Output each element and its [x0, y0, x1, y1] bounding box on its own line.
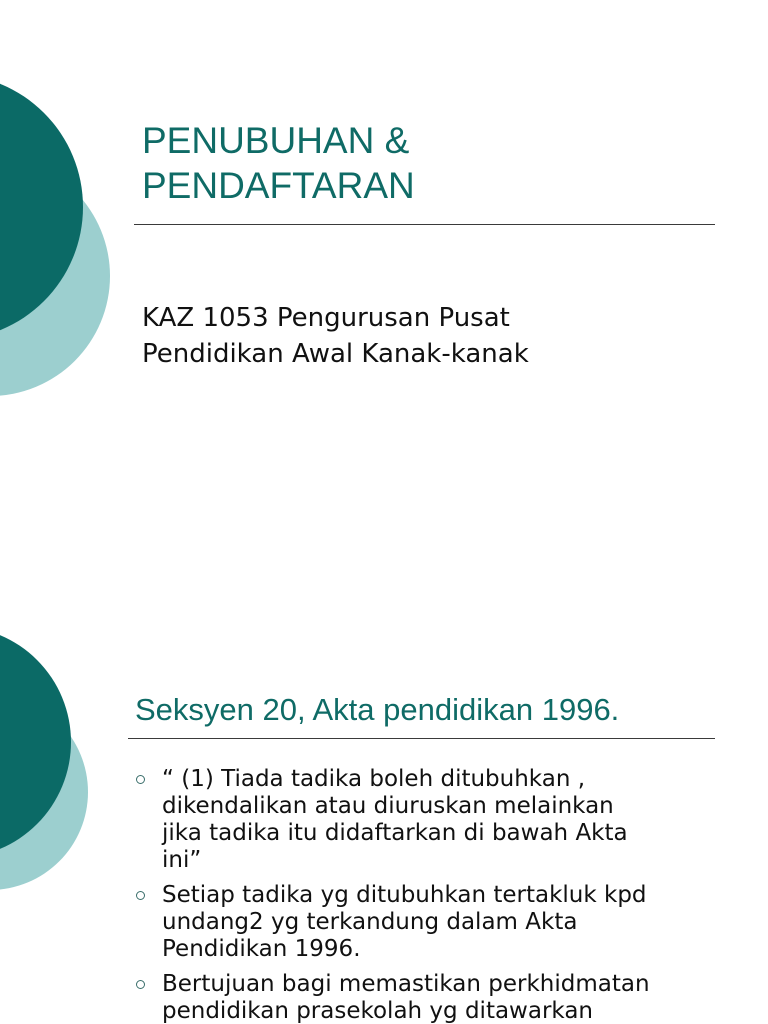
bullet-line: jika tadika itu didaftarkan di bawah Akta	[162, 820, 628, 846]
bullet-line: “ (1) Tiada tadika boleh ditubuhkan ,	[162, 766, 586, 792]
bullet-item	[132, 971, 712, 1024]
slide-title: Seksyen 20, Akta pendidikan 1996.	[135, 692, 620, 727]
hollow-circle-bullet-icon	[136, 891, 145, 900]
subtitle-line: KAZ 1053 Pengurusan Pusat	[142, 303, 510, 333]
decorative-circles	[0, 0, 130, 512]
bullet-item	[132, 882, 712, 963]
hollow-circle-bullet-icon	[136, 775, 145, 784]
bullet-line: ini”	[162, 847, 202, 873]
slide-2	[0, 512, 768, 1024]
title-line: PENDAFTARAN	[142, 165, 415, 206]
bullet-line: dikendalikan atau diuruskan melainkan	[162, 793, 614, 819]
title-divider	[128, 738, 715, 739]
title-line: PENUBUHAN &	[142, 120, 410, 161]
slide-subtitle	[142, 300, 702, 372]
bullet-line: Setiap tadika yg ditubuhkan tertakluk kpd	[162, 882, 647, 908]
hollow-circle-bullet-icon	[136, 980, 145, 989]
slide-title	[142, 118, 702, 208]
bullet-list	[132, 766, 712, 1024]
bullet-line: Pendidikan 1996.	[162, 936, 361, 962]
bullet-line: Bertujuan bagi memastikan perkhidmatan	[162, 971, 650, 997]
bullet-item	[132, 766, 712, 874]
decorative-circles	[0, 512, 110, 1024]
bullet-line: undang2 yg terkandung dalam Akta	[162, 909, 578, 935]
title-divider	[134, 224, 715, 225]
bullet-line: pendidikan prasekolah yg ditawarkan	[162, 998, 594, 1024]
subtitle-line: Pendidikan Awal Kanak-kanak	[142, 339, 529, 369]
